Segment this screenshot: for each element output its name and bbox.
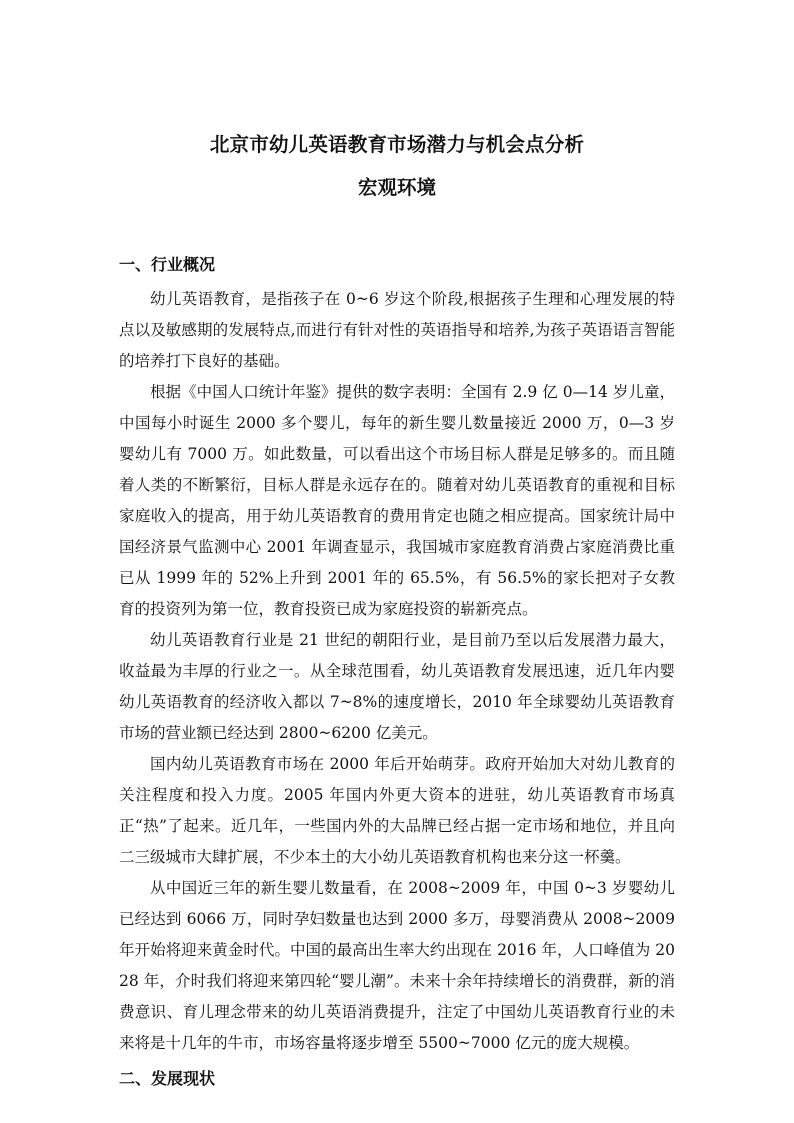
section-heading-overview: 一、行业概况	[119, 255, 216, 274]
paragraph-domestic-market: 国内幼儿英语教育市场在 2000 年后开始萌芽。政府开始加大对幼儿教育的关注程度和投入力度。2005 年国内外更大资本的进驻，幼儿英语教育市场真正“热”了起来。近几年，一些国内外的大品牌已经占据一定市场和地位，并且向二三级城市大肆扩展，不少本土的大小幼儿英语教育机构也来分这一杯羹。	[119, 755, 675, 866]
document-subtitle: 宏观环境	[357, 176, 436, 199]
section-heading-status: 二、发展现状	[119, 1069, 216, 1088]
paragraph-global-industry: 幼儿英语教育行业是 21 世纪的朝阳行业，是目前乃至以后发展潜力最大，收益最为丰厚的行业之一。从全球范围看，幼儿英语教育发展迅速，近几年内婴幼儿英语教育的经济收入都以 7~8%的速度增长，2010 年全球婴幼儿英语教育市场的营业额已经达到 2800~6200 亿美元。	[119, 631, 675, 742]
paragraph-population-stats: 根据《中国人口统计年鉴》提供的数字表明：全国有 2.9 亿 0—14 岁儿童，中国每小时诞生 2000 多个婴儿，每年的新生婴儿数量接近 2000 万，0—3 岁婴幼儿有 7000 万。如此数量，可以看出这个市场目标人群是足够多的。而且随着人类的不断繁衍，目标人群是永远存在的。随着对幼儿英语教育的重视和目标家庭收入的提高，用于幼儿英语教育的费用肯定也随之相应提高。国家统计局中国经济景气监测中心 2001 年调查显示，我国城市家庭教育消费占家庭消费比重已从 1999 年的 52%上升到 2001 年的 65.5%，有 56.5%的家长把对子女教育的投资列为第一位，教育投资已成为家庭投资的崭新亮点。	[119, 383, 675, 618]
paragraph-baby-boom: 从中国近三年的新生婴儿数量看，在 2008~2009 年，中国 0~3 岁婴幼儿已经达到 6066 万，同时孕妇数量也达到 2000 多万，母婴消费从 2008~2009 年开始将迎来黄金时代。中国的最高出生率大约出现在 2016 年，人口峰值为 2028 年，介时我们将迎来第四轮“婴儿潮”。未来十余年持续增长的消费群，新的消费意识、育儿理念带来的幼儿英语消费提升，注定了中国幼儿英语教育行业的未来将是十几年的牛市，市场容量将逐步增至 5500~7000 亿元的庞大规模。	[119, 879, 675, 1052]
paragraph-definition: 幼儿英语教育，是指孩子在 0~6 岁这个阶段,根据孩子生理和心理发展的特点以及敏感期的发展特点,而进行有针对性的英语指导和培养,为孩子英语语言智能的培养打下良好的基础。	[119, 290, 675, 370]
document-title: 北京市幼儿英语教育市场潜力与机会点分析	[209, 133, 585, 156]
